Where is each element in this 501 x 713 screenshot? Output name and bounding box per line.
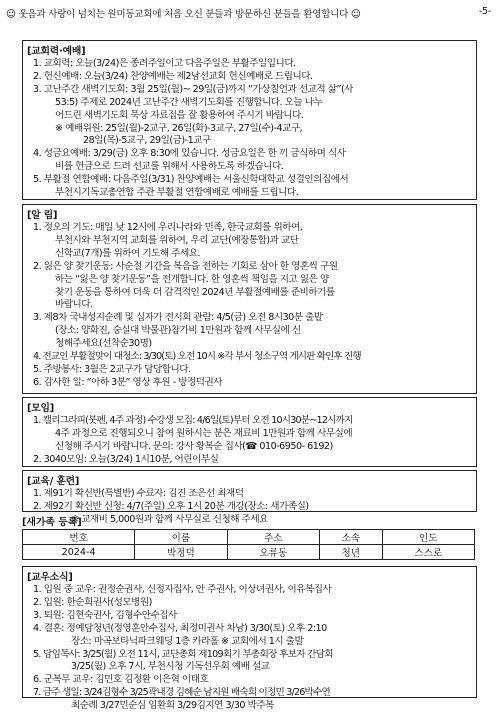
meeting-line: 2. 3040모임: 오늘(3/24) 1시10분, 어린이부실 <box>33 453 219 465</box>
member-line: 2. 입원: 한순희권사(성모병원) <box>33 596 152 608</box>
worship-line: 2. 헌신예배: 오늘(3/24) 찬양예배는 제2남선교회 헌신예배로 드립니다. <box>33 70 313 82</box>
notice-line: 바랍니다. <box>55 299 93 311</box>
table-row <box>23 545 475 560</box>
member-line: 4. 결혼: 정예담청년(정영훈안수집사, 최정미권사 차남) 3/30(토) 오후 2:10 <box>33 622 327 634</box>
education-line: 1. 제91기 확신반(특별반) 수료자: 김진 조은선 최재덕 <box>33 488 244 499</box>
notice-line: 청해주세요(선착순30명) <box>55 338 152 350</box>
notice-line: 2. 잃은 양 찾기운동: 사순절 기간을 복음을 전하는 기회로 삼아 한 영혼씩 구원 <box>33 260 338 272</box>
worship-line: 28일(목)-5교구, 29일(금)-1교구 <box>83 135 211 147</box>
notice-line: (장소: 양화진, 숭실대 박물관)참가비 1만원과 함께 사무실에 신 <box>55 325 301 337</box>
table-header-cell: 주소 <box>227 530 319 545</box>
education-title: [교육/ 훈련] <box>27 476 80 487</box>
education-line: 2. 제92기 확신반 신청: 4/7(주일) 오후 1시 20분 개강(장소: 새가족실) <box>33 500 309 512</box>
notice-line: 찾기 운동을 통하여 더욱 더 감격적인 2024년 부활절예배를 준비하기를 <box>55 286 335 298</box>
notices-title: [알 림] <box>27 210 58 221</box>
table-cell: 오류동 <box>227 545 319 560</box>
education-line: ※ 교재비 5,000원과 함께 사무실로 신청해 주세요 <box>71 513 268 525</box>
meeting-line: 신청해 주시기 바랍니다. 문의: 강사 황복순 집사(☎ 010-6950- 6192) <box>55 440 333 452</box>
worship-line: 어드린 새벽기도회 묵상 자료집을 잘 활용하여 주시기 바랍니다. <box>55 109 304 121</box>
member-line: 5. 담임목사: 3/25(월) 오전 11시, 교단총회 제109회기 부총회장 후보자 간담회 <box>33 648 333 660</box>
table-cell: 스스로 <box>382 545 474 560</box>
newfamily-title: [새가족 등록] <box>22 517 82 528</box>
member-line: 3. 퇴원: 김현숙권사, 김형수안수집사 <box>33 609 177 621</box>
meeting-section <box>22 397 477 467</box>
meeting-line: 4주 과정으로 진행되오니 참여 원하시는 분은 재료비 1만원과 함께 사무실에 <box>55 427 353 439</box>
worship-line: 5. 부활절 연합예배: 다음주일(3/31) 찬양예배는 서울신학대학교 성결인의집에서 <box>33 174 349 186</box>
newfamily-table <box>22 529 475 560</box>
notice-line: 5. 주방봉사: 3월은 2교구가 담당합니다. <box>33 363 191 375</box>
member-line: 7. 금주 생일: 3/24김형수 3/25곽내경 김혜순 남지원 배숙희 이정민 3/26박수연 <box>33 687 330 699</box>
worship-section <box>22 40 477 200</box>
table-header-cell: 이름 <box>135 530 227 545</box>
notice-line: 1. 정오의 기도: 매일 낮 12시에 우리나라와 민족, 한국교회를 위하여, <box>33 222 303 233</box>
worship-line: 4. 성금요예배: 3/29(금) 오후 8:30에 있습니다. 성금요일은 한 끼 금식하며 식사 <box>33 148 346 160</box>
table-header-row <box>23 530 475 545</box>
member-line: 최순례 3/27민순심 임환희 3/29김지연 3/30 박주복 <box>71 700 274 712</box>
notice-line: 3. 제8차 국내성지순례 및 십자가 전시회 관람: 4/5(금) 오전 8시30분 출발 <box>33 312 323 324</box>
table-header-cell: 인도 <box>382 530 474 545</box>
table-cell: 청년 <box>319 545 382 560</box>
members-section <box>22 566 477 712</box>
worship-line: 1. 교회력: 오늘(3/24)은 종려주일이고 다음주일은 부활주일입니다. <box>33 58 296 69</box>
worship-line: 부천시기독교총연합 주관 부활절 연합예배로 예배를 드립니다. <box>55 187 299 199</box>
page-header <box>6 6 495 24</box>
worship-line: 3. 고난주간 새벽기도회: 3월 25일(월)~ 29일(금)까지 “가상칠언과 선교적 삶”(사 <box>33 83 353 95</box>
notices-section <box>22 204 477 394</box>
notice-line: 하는 “잃은 양 찾기운동”을 전개합니다. 한 영혼씩 책임을 지고 잃은 양 <box>55 273 329 285</box>
notice-line: 4. 전교인 부활절맞이 대청소: 3/30(토) 오전 10시 ※각 부서 청소구역 게시판 확인후 진행 <box>33 351 361 363</box>
worship-line: 비를 헌금으로 드려 선교를 위해서 사용하도록 하겠습니다. <box>55 161 284 173</box>
member-line: 6. 군복무 교우: 김민호 김정환 이은혁 이태호 <box>33 674 209 686</box>
notice-line: 신학교(7개)를 위하여 기도해 주세요. <box>55 247 201 259</box>
table-cell: 박정덕 <box>135 545 227 560</box>
member-line: 장소: 마곡보타닉파크웨딩 1층 카라홀 ※ 교회에서 1시 출발 <box>71 635 304 647</box>
welcome-banner: ☺ 웃음과 사랑이 넘치는 원미동교회에 처음 오신 분들과 방문하신 분들을 환영합니다 ☺ <box>6 9 361 20</box>
worship-line: 53:5) 주제로 2024년 고난주간 새벽기도회를 진행합니다. 오늘 나누 <box>55 96 323 108</box>
table-header-cell: 소속 <box>319 530 382 545</box>
members-title: [교우소식] <box>27 572 73 583</box>
table-cell: 2024-4 <box>23 545 135 560</box>
member-line: 3/25(월) 오후 7시, 부천시청 기독선우회 예배 설교 <box>71 661 270 673</box>
worship-line: ※ 예배위원: 25일(월)-2교구, 26일(화)-3교구, 27일(수)-4교구, <box>55 122 303 134</box>
worship-title: [교회력·예배] <box>27 46 86 57</box>
meeting-title: [모임] <box>27 403 55 414</box>
table-header-cell: 번호 <box>23 530 135 545</box>
meeting-line: 1. 캘리그라피(붓펜, 4주 과정) 수강생 모집: 4/6일(토)부터 오전 10시30분~12시까지 <box>33 415 353 426</box>
page-number: -5- <box>478 6 491 17</box>
member-line: 1. 입원 중 교우: 권정순권사, 신정자집사, 안 주권사, 이상녀권사, 이유복집사 <box>33 584 332 595</box>
notice-line: 부천시와 부천지역 교회를 위하여, 우리 교단(예장통합)과 교단 <box>55 234 299 246</box>
notice-line: 6. 감사한 일: “아하 3분” 영상 후원 - 방정덕권사 <box>33 376 223 388</box>
